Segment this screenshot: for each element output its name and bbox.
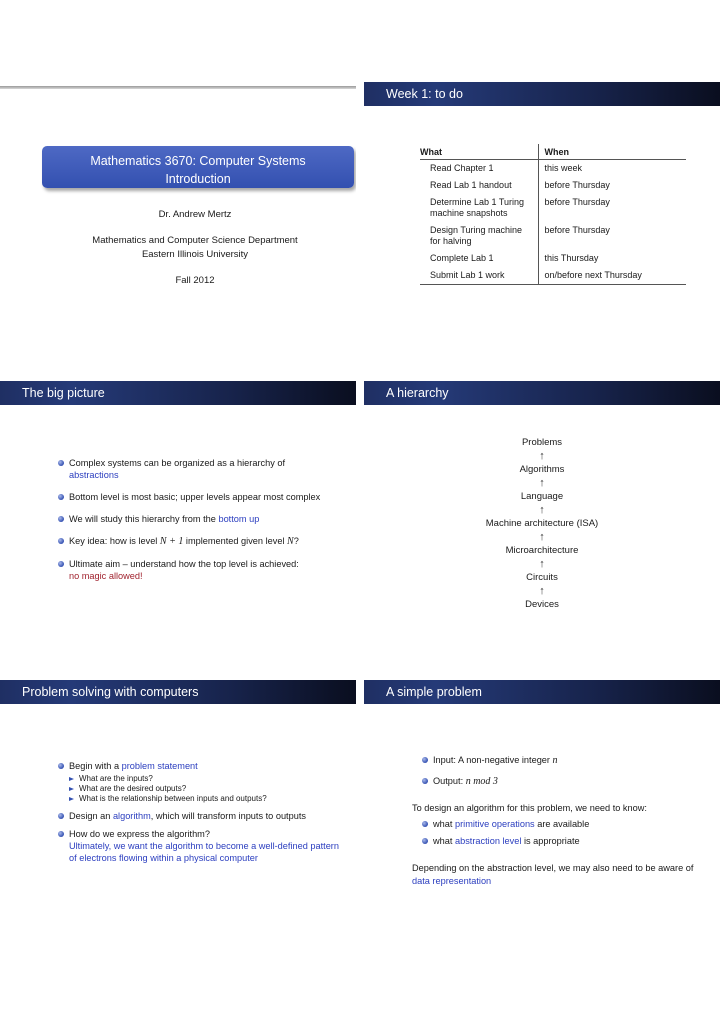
triangle-bullet-icon bbox=[69, 797, 74, 801]
table-bottom-rule bbox=[420, 285, 686, 292]
bullet-list bbox=[58, 760, 348, 874]
math-n-plus-1: N + 1 bbox=[159, 536, 184, 547]
cell-when: before Thursday bbox=[544, 180, 610, 190]
sub-item bbox=[69, 774, 348, 784]
up-arrow-icon: ↑ bbox=[539, 557, 545, 570]
level-circuits: Circuits bbox=[526, 572, 558, 583]
cell-what: Design Turing machine for halving bbox=[420, 222, 538, 250]
item-text: Begin with a bbox=[69, 761, 120, 771]
level-isa: Machine architecture (ISA) bbox=[485, 518, 599, 529]
table-row bbox=[420, 194, 686, 222]
table-row bbox=[420, 222, 686, 250]
bullet-icon bbox=[422, 778, 428, 784]
list-item bbox=[422, 835, 720, 847]
bullet-icon bbox=[58, 494, 64, 500]
cell-what: Read Lab 1 handout bbox=[420, 177, 538, 194]
triangle-bullet-icon bbox=[69, 787, 74, 791]
up-arrow-icon: ↑ bbox=[539, 476, 545, 489]
item-text: How do we express the algorithm? bbox=[69, 829, 210, 839]
list-item bbox=[58, 760, 348, 804]
bullet-icon bbox=[422, 838, 428, 844]
paragraph-text: Depending on the abstraction level, we may also need to be aware of bbox=[412, 863, 694, 873]
math-n: N bbox=[287, 536, 294, 547]
table-row bbox=[420, 250, 686, 267]
up-arrow-icon: ↑ bbox=[539, 449, 545, 462]
item-text: is appropriate bbox=[523, 836, 580, 846]
item-text: Complex systems can be organized as a hierarchy of bbox=[69, 458, 286, 468]
cell-when: this week bbox=[544, 163, 583, 173]
table-row bbox=[420, 177, 686, 194]
slide-heading: The big picture bbox=[0, 381, 356, 405]
bullet-icon bbox=[58, 813, 64, 819]
up-arrow-icon: ↑ bbox=[539, 530, 545, 543]
col-when: When bbox=[538, 144, 686, 160]
list-item bbox=[58, 491, 356, 503]
level-language: Language bbox=[520, 491, 564, 502]
slide-hierarchy bbox=[364, 381, 720, 643]
item-text: implemented given level bbox=[185, 536, 285, 546]
slide-heading: A simple problem bbox=[364, 680, 720, 704]
bullet-list bbox=[422, 818, 720, 857]
highlight-primitive-operations: primitive operations bbox=[454, 819, 535, 829]
bullet-icon bbox=[58, 763, 64, 769]
slide-problem-solving bbox=[0, 680, 356, 942]
bullet-list bbox=[422, 754, 720, 788]
list-item bbox=[58, 535, 356, 548]
bullet-icon bbox=[58, 460, 64, 466]
up-arrow-icon: ↑ bbox=[539, 584, 545, 597]
highlight-abstraction-level: abstraction level bbox=[454, 836, 522, 846]
alert-no-magic: no magic allowed! bbox=[69, 571, 143, 581]
list-item bbox=[422, 754, 720, 767]
bullet-icon bbox=[58, 831, 64, 837]
highlight-problem-statement: problem statement bbox=[121, 761, 198, 771]
item-text: We will study this hierarchy from the bbox=[69, 514, 216, 524]
up-arrow-icon: ↑ bbox=[539, 503, 545, 516]
item-text: Design an bbox=[69, 811, 111, 821]
bullet-icon bbox=[58, 516, 64, 522]
title-line-1: Mathematics 3670: Computer Systems bbox=[90, 154, 306, 168]
paragraph-representation bbox=[412, 862, 720, 888]
paragraph-need: To design an algorithm for this problem, we need to know: bbox=[412, 803, 647, 813]
bullet-icon bbox=[422, 757, 428, 763]
level-problems: Problems bbox=[521, 437, 563, 448]
item-text: what bbox=[433, 836, 453, 846]
item-text: what bbox=[433, 819, 453, 829]
col-what: What bbox=[420, 144, 538, 160]
term: Fall 2012 bbox=[175, 275, 215, 286]
list-item bbox=[58, 558, 356, 582]
level-algorithms: Algorithms bbox=[519, 464, 565, 475]
list-item bbox=[422, 775, 720, 788]
bullet-icon bbox=[58, 538, 64, 544]
item-text: , which will transform inputs to outputs bbox=[150, 811, 306, 821]
math-n: n bbox=[552, 755, 558, 766]
slide-heading: Problem solving with computers bbox=[0, 680, 356, 704]
item-text: are available bbox=[537, 819, 590, 829]
highlight-abstractions: abstractions bbox=[69, 470, 119, 480]
sub-text: What is the relationship between inputs and outputs? bbox=[79, 794, 267, 803]
cell-when: this Thursday bbox=[544, 253, 599, 263]
cell-when: on/before next Thursday bbox=[538, 267, 686, 285]
highlight-data-representation: data representation bbox=[412, 876, 492, 886]
bullet-icon bbox=[422, 821, 428, 827]
item-text: Ultimate aim – understand how the top level is achieved: bbox=[69, 559, 299, 569]
table-row bbox=[420, 267, 686, 285]
cell-what: Read Chapter 1 bbox=[420, 160, 538, 178]
item-text: ? bbox=[293, 536, 299, 546]
math-n-mod-3: n mod 3 bbox=[465, 776, 498, 787]
highlight-ultimately: Ultimately, we want the algorithm to become a well-defined pattern of electrons flowing within a physical computer bbox=[69, 841, 339, 863]
sub-list bbox=[69, 774, 348, 804]
list-item bbox=[58, 513, 356, 525]
list-item bbox=[58, 810, 348, 822]
slide-big-picture bbox=[0, 381, 356, 643]
title-line-2: Introduction bbox=[165, 172, 231, 186]
sub-item bbox=[69, 794, 348, 804]
slide-heading: A hierarchy bbox=[364, 381, 720, 405]
highlight-algorithm: algorithm bbox=[112, 811, 151, 821]
sub-item bbox=[69, 784, 348, 794]
todo-table bbox=[420, 144, 686, 291]
level-devices: Devices bbox=[525, 599, 559, 610]
item-text: Output: bbox=[433, 776, 464, 786]
header-rule bbox=[0, 86, 356, 89]
department: Mathematics and Computer Science Department bbox=[92, 235, 298, 246]
item-text: Input: A non-negative integer bbox=[433, 755, 550, 765]
cell-what: Submit Lab 1 work bbox=[420, 267, 538, 285]
triangle-bullet-icon bbox=[69, 777, 74, 781]
slide-heading: Week 1: to do bbox=[364, 82, 720, 106]
item-text: Bottom level is most basic; upper levels appear most complex bbox=[69, 492, 321, 502]
item-text: Key idea: how is level bbox=[69, 536, 158, 546]
author: Dr. Andrew Mertz bbox=[158, 209, 232, 220]
list-item bbox=[58, 457, 356, 481]
level-microarchitecture: Microarchitecture bbox=[505, 545, 579, 556]
slide-title bbox=[0, 82, 356, 344]
bullet-list bbox=[58, 457, 356, 592]
slide-simple-problem bbox=[364, 680, 720, 942]
cell-when: before Thursday bbox=[544, 197, 610, 207]
list-item bbox=[58, 828, 348, 864]
title-box bbox=[42, 146, 354, 188]
cell-what: Complete Lab 1 bbox=[420, 250, 538, 267]
cell-what: Determine Lab 1 Turing machine snapshots bbox=[420, 194, 538, 222]
sub-text: What are the desired outputs? bbox=[79, 784, 187, 793]
list-item bbox=[422, 818, 720, 830]
university: Eastern Illinois University bbox=[141, 249, 249, 260]
slide-week1 bbox=[364, 82, 720, 344]
hierarchy-stack bbox=[364, 436, 720, 612]
highlight-bottom-up: bottom up bbox=[218, 514, 260, 524]
table-row bbox=[420, 160, 686, 178]
bullet-icon bbox=[58, 561, 64, 567]
sub-text: What are the inputs? bbox=[79, 774, 153, 783]
cell-when: before Thursday bbox=[544, 225, 610, 235]
